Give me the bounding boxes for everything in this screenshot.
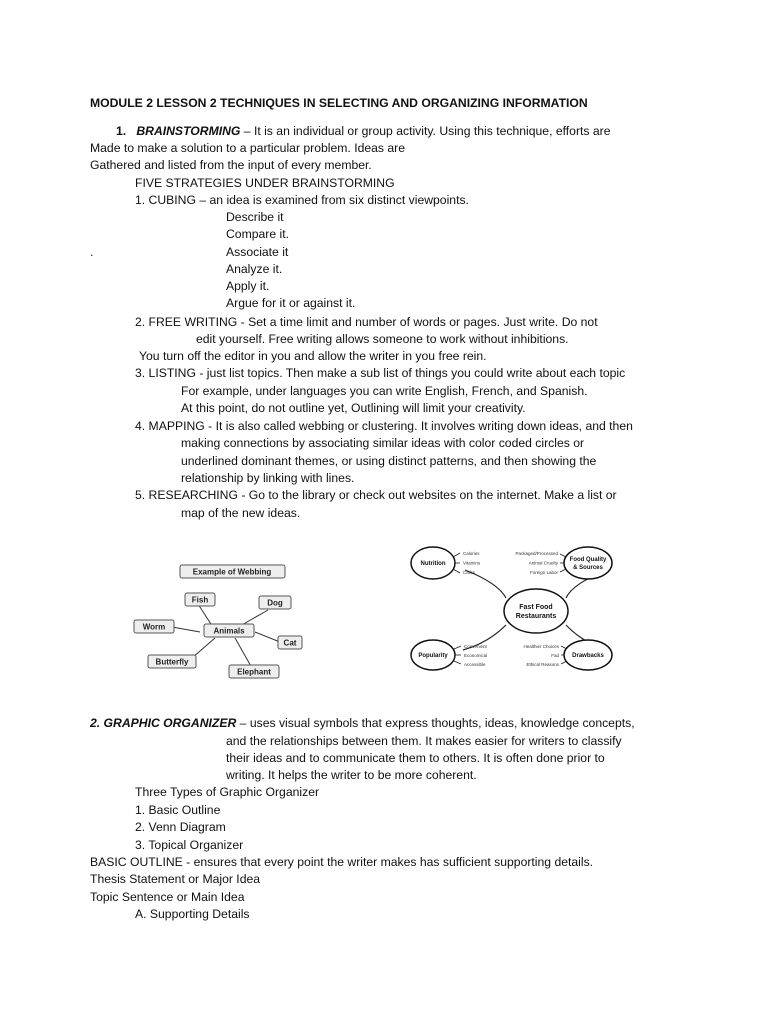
center-label-2: Restaurants	[515, 613, 557, 620]
graphic-organizer-line-2: and the relationships between them. It makes easier for writers to classify	[226, 734, 622, 748]
cubing-item: Analyze it.	[226, 262, 283, 276]
graphic-organizer-line-4: writing. It helps the writer to be more coherent.	[226, 768, 477, 782]
brainstorming-definition: – It is an individual or group activity. Using this technique, efforts are	[240, 124, 611, 138]
listing-line-3: At this point, do not outline yet, Outlining will limit your creativity.	[181, 401, 526, 415]
types-heading: Three Types of Graphic Organizer	[135, 785, 320, 799]
listing-line-1: 3. LISTING - just list topics. Then make a sub list of things you could write about each topic	[135, 366, 626, 380]
webbing-center: Animals	[213, 626, 245, 636]
cubing-item: Describe it	[226, 210, 284, 224]
free-writing-line-3: You turn off the editor in you and allow the writer in you free rein.	[139, 349, 487, 363]
quality-item: Animal Cruelty	[528, 560, 558, 566]
quality-bubble	[564, 547, 612, 579]
cubing-item: Associate it	[226, 245, 289, 259]
cubing-item: Apply it.	[226, 279, 270, 293]
cubing-item: Compare it.	[226, 227, 289, 241]
quality-label-1: Food Quality	[569, 557, 607, 563]
page-title: MODULE 2 LESSON 2 TECHNIQUES IN SELECTING AND ORGANIZING INFORMATION	[90, 96, 588, 110]
webbing-node: Fish	[191, 595, 209, 605]
cubing-line: 1. CUBING – an idea is examined from six distinct viewpoints.	[135, 193, 469, 207]
cubing-item: Argue for it or against it.	[226, 296, 356, 310]
drawbacks-label: Drawbacks	[572, 653, 604, 659]
graphic-organizer-term: 2. GRAPHIC ORGANIZER	[90, 716, 237, 730]
quality-item: Foreign Labor	[529, 570, 558, 575]
nutrition-label: Nutrition	[420, 561, 446, 567]
center-bubble	[504, 589, 568, 633]
brainstorming-line-3: Gathered and listed from the input of every member.	[90, 158, 372, 172]
nutrition-item: Vitamins	[463, 560, 481, 566]
brainstorming-line-2: Made to make a solution to a particular problem. Ideas are	[90, 141, 406, 155]
researching-line-1: 5. RESEARCHING - Go to the library or check out websites on the internet. Make a list or	[135, 488, 617, 502]
researching-line-2: map of the new ideas.	[181, 506, 301, 520]
graphic-organizer-definition: – uses visual symbols that express thoughts, ideas, knowledge concepts,	[236, 716, 635, 730]
graphic-organizer-line-1	[90, 716, 635, 730]
webbing-node: Elephant	[237, 667, 271, 677]
organizer-type: 1. Basic Outline	[135, 803, 221, 817]
organizer-type: 3. Topical Organizer	[135, 838, 244, 852]
stray-dot: .	[90, 245, 94, 259]
drawbacks-item: Healthier Choices	[523, 644, 559, 649]
basic-outline-line-4: A. Supporting Details	[135, 907, 250, 921]
brainstorming-number: 1.	[116, 124, 127, 138]
free-writing-line-1: 2. FREE WRITING - Set a time limit and number of words or pages. Just write. Do not	[135, 315, 598, 329]
popularity-item: Convenient	[464, 644, 487, 649]
drawbacks-item: Ethical Reasons	[526, 662, 559, 667]
popularity-item: Economical	[464, 653, 488, 658]
webbing-node: Butterfly	[155, 657, 189, 667]
drawbacks-item: Fad	[551, 653, 559, 658]
free-writing-line-2: edit yourself. Free writing allows someone to work without inhibitions.	[196, 332, 569, 346]
basic-outline-line-3: Topic Sentence or Main Idea	[90, 890, 245, 904]
quality-label-2: & Sources	[573, 565, 603, 571]
mapping-line-1: 4. MAPPING - It is also called webbing or clustering. It involves writing down ideas, and then	[135, 419, 633, 433]
brainstorming-term: BRAINSTORMING	[136, 124, 241, 138]
fast-food-diagram	[408, 543, 670, 678]
webbing-node: Cat	[283, 638, 297, 648]
popularity-item: Accessible	[464, 662, 486, 667]
strategies-heading: FIVE STRATEGIES UNDER BRAINSTORMING	[135, 176, 395, 190]
webbing-title: Example of Webbing	[192, 567, 272, 577]
webbing-diagram	[130, 560, 310, 685]
graphic-organizer-line-3: their ideas and to communicate them to others. It is often done prior to	[226, 751, 605, 765]
webbing-node: Dog	[267, 598, 283, 608]
center-label-1: Fast Food	[519, 604, 553, 611]
brainstorming-line-1	[116, 124, 611, 138]
organizer-type: 2. Venn Diagram	[135, 820, 226, 834]
nutrition-item: Calories	[463, 551, 480, 556]
listing-line-2: For example, under languages you can write English, French, and Spanish.	[181, 384, 588, 398]
nutrition-item: Carbs	[463, 570, 476, 575]
popularity-label: Popularity	[418, 653, 448, 659]
mapping-line-4: relationship by linking with lines.	[181, 471, 355, 485]
basic-outline-line-2: Thesis Statement or Major Idea	[90, 872, 261, 886]
mapping-line-3: underlined dominant themes, or using distinct patterns, and then showing the	[181, 454, 597, 468]
mapping-line-2: making connections by associating similar ideas with color coded circles or	[181, 436, 585, 450]
quality-item: Packaged/Processed	[515, 551, 558, 556]
webbing-node: Worm	[142, 622, 166, 632]
basic-outline-line-1: BASIC OUTLINE - ensures that every point the writer makes has sufficient supporting details.	[90, 855, 594, 869]
